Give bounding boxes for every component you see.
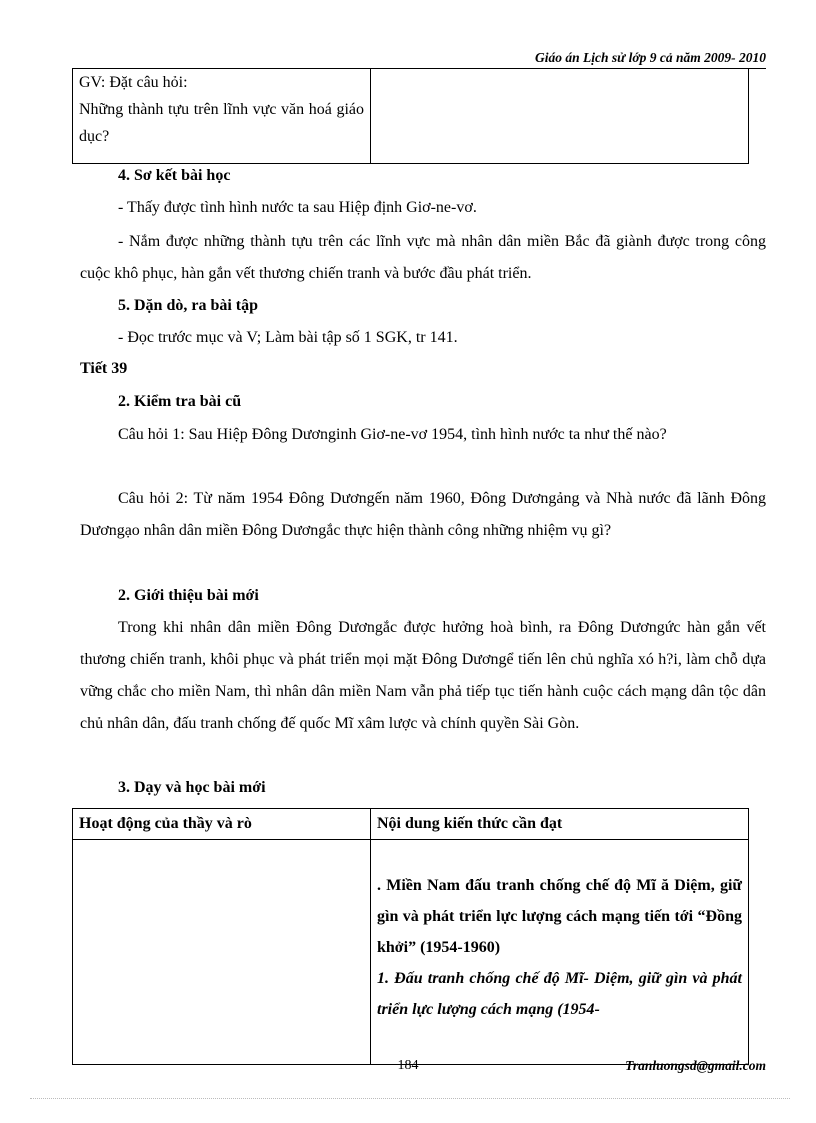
intro-text: Trong khi nhân dân miền Đông Dươngắc được hưởng hoà bình, ra Đông Dươngức hàn gắn vết thương chiến tranh, khôi phục và phát triển mọi mặt Đông Dươngể tiến lên chủ nghĩa xó h?i, làm chỗ dựa vững chắc cho miền Nam, thì nhân dân miền Nam vẫn phả tiếp tục tiến hành cuộc cách mạng dân tộc dân chủ nhân dân, đấu tranh chống đế quốc Mĩ xâm lược và chính quyền Sài Gòn. bbox=[80, 619, 766, 732]
lesson-table bbox=[72, 808, 749, 1065]
content-cell bbox=[371, 840, 749, 1065]
content-subheading: 1. Đấu tranh chống chế độ Mĩ- Diệm, giữ gìn và phát triển lực lượng cách mạng (1954- bbox=[377, 970, 742, 1018]
content-heading: . Miền Nam đấu tranh chống chế độ Mĩ ă Diệm, giữ gìn và phát triển lực lượng cách mạng tiến tới “Đồng khởi” (1954-1960) bbox=[377, 877, 742, 956]
activities-cell bbox=[73, 840, 371, 1065]
section5-heading: 5. Dặn dò, ra bài tập bbox=[118, 297, 259, 314]
lesson-title: Tiết 39 bbox=[80, 360, 128, 377]
section4-heading: 4. Sơ kết bài học bbox=[118, 167, 231, 184]
page-header bbox=[80, 50, 766, 69]
review-question-2: Câu hỏi 2: Từ năm 1954 Đông Dươngến năm 1960, Đông Dươngảng và Nhà nước đã lãnh Đông Dươngạo nhân dân miền Đông Dươngắc thực hiện thành công những nhiệm vụ gì? bbox=[80, 490, 766, 539]
col-header-activities: Hoạt động của thầy và rò bbox=[73, 809, 371, 840]
intro-heading: 2. Giới thiệu bài mới bbox=[118, 587, 259, 604]
col-header-content: Nội dung kiến thức cần đạt bbox=[371, 809, 749, 840]
teacher-question-text: Những thành tựu trên lĩnh vực văn hoá giáo dục? bbox=[79, 101, 364, 145]
top-table-right-cell bbox=[371, 69, 749, 164]
teacher-question-label: GV: Đặt câu hỏi: bbox=[79, 74, 188, 91]
footer-email: Tranluongsd@gmail.com bbox=[625, 1058, 766, 1073]
section3-heading: 3. Dạy và học bài mới bbox=[118, 779, 266, 796]
section5-item-1: - Đọc trước mục và V; Làm bài tập số 1 SGK, tr 141. bbox=[118, 329, 458, 346]
page-divider bbox=[30, 1098, 790, 1099]
section4-item-1: - Thấy được tình hình nước ta sau Hiệp định Giơ-ne-vơ. bbox=[118, 199, 477, 216]
header-title: Giáo án Lịch sử lớp 9 cả năm 2009- 2010 bbox=[535, 50, 766, 65]
page-number: 184 bbox=[397, 1058, 419, 1073]
review-heading: 2. Kiểm tra bài cũ bbox=[118, 393, 242, 410]
top-table-left-cell bbox=[73, 69, 371, 164]
top-table bbox=[72, 68, 749, 164]
review-question-1: Câu hỏi 1: Sau Hiệp Đông Dươnginh Giơ-ne-vơ 1954, tình hình nước ta như thế nào? bbox=[118, 426, 667, 443]
section4-item-2: - Nắm được những thành tựu trên các lĩnh vực mà nhân dân miền Bắc đã giành được trong công cuộc khô phục, hàn gắn vết thương chiến tranh và bước đầu phát triển. bbox=[80, 233, 766, 282]
